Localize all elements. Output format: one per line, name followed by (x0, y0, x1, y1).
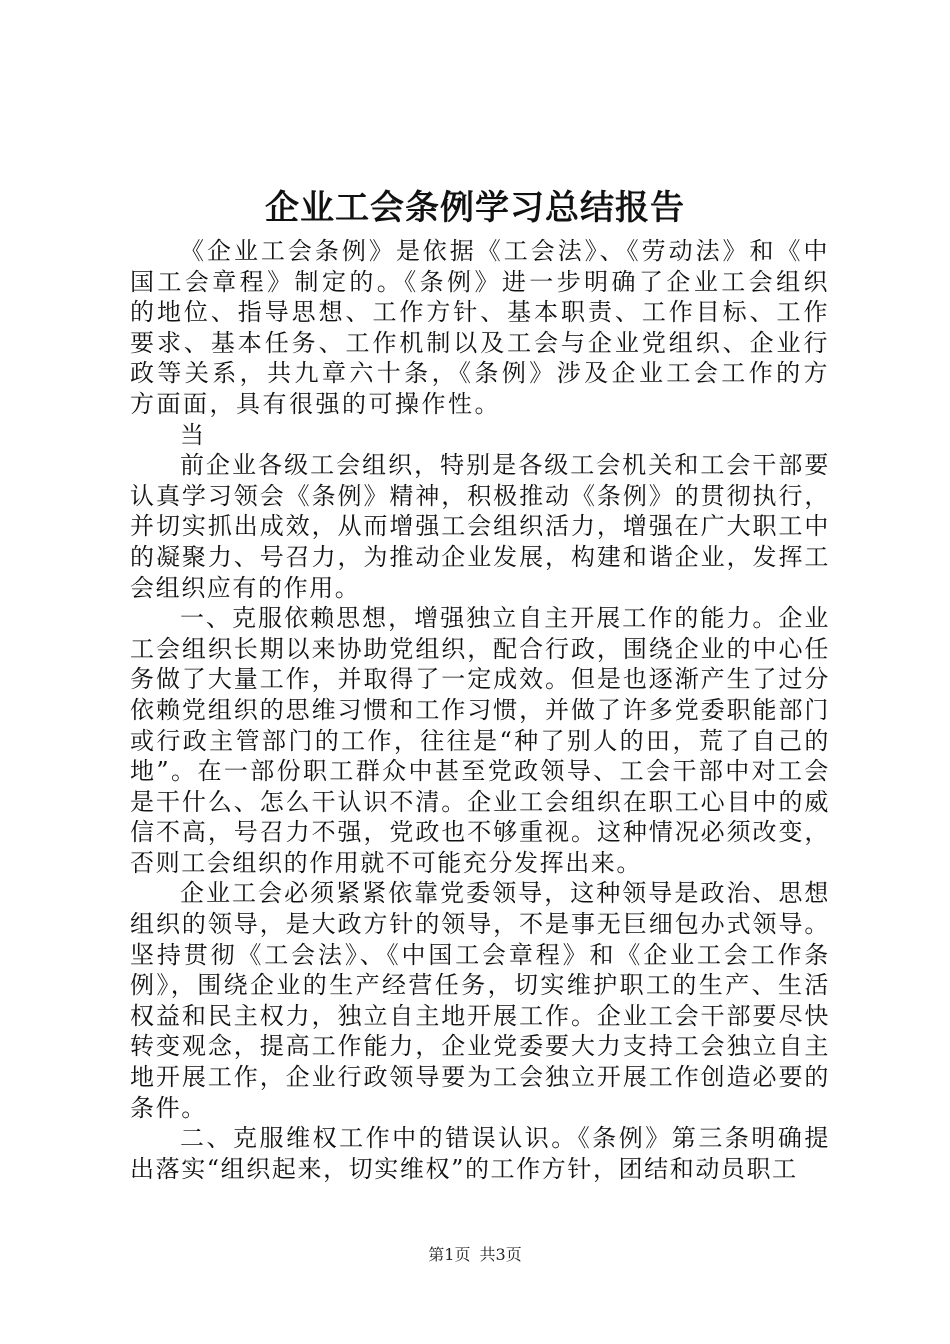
page-total: 共3页 (479, 1245, 522, 1264)
paragraph-party-leadership: 企业工会必须紧紧依靠党委领导，这种领导是政治、思想组织的领导，是大政方针的领导，不是事无巨细包办式领导。坚持贯彻《工会法》、《中国工会章程》和《企业工会工作条例》，围绕企业的生产经营任务，切实维护职工的生产、生活权益和民主权力，独立自主地开展工作。企业工会干部要尽快转变观念，提高工作能力，企业党委要大力支持工会独立自主地开展工作，企业行政领导要为工会独立开展工作创造必要的条件。 (130, 879, 830, 1122)
paragraph-current-task: 前企业各级工会组织，特别是各级工会机关和工会干部要认真学习领会《条例》精神，积极推动《条例》的贯彻执行，并切实抓出成效，从而增强工会组织活力，增强在广大职工中的凝聚力、号召力，为推动企业发展，构建和谐企业，发挥工会组织应有的作用。 (130, 451, 830, 602)
paragraph-section-one: 一、克服依赖思想，增强独立自主开展工作的能力。企业工会组织长期以来协助党组织，配合行政，围绕企业的中心任务做了大量工作，并取得了一定成效。但是也逐渐产生了过分依赖党组织的思维习惯和工作习惯，并做了许多党委职能部门或行政主管部门的工作，往往是“种了别人的田，荒了自己的地”。在一部份职工群众中甚至党政领导、工会干部中对工会是干什么、怎么干认识不清。企业工会组织在职工心目中的威信不高，号召力不强，党政也不够重视。这种情况必须改变，否则工会组织的作用就不可能充分发挥出来。 (130, 604, 830, 877)
document-title: 企业工会条例学习总结报告 (265, 188, 685, 228)
document-body (130, 236, 830, 1184)
paragraph-fragment: 当 (180, 420, 207, 449)
paragraph-section-two: 二、克服维权工作中的错误认识。《条例》第三条明确提出落实“组织起来，切实维权”的工作方针，团结和动员职工 (130, 1124, 830, 1183)
page-footer (0, 1244, 950, 1266)
page-number: 第1页 (428, 1245, 471, 1264)
paragraph-intro: 《企业工会条例》是依据《工会法》、《劳动法》和《中国工会章程》制定的。《条例》进一步明确了企业工会组织的地位、指导思想、工作方针、基本职责、工作目标、工作要求、基本任务、工作机制以及工会与企业党组织、企业行政等关系，共九章六十条，《条例》涉及企业工会工作的方方面面，具有很强的可操作性。 (130, 237, 830, 418)
